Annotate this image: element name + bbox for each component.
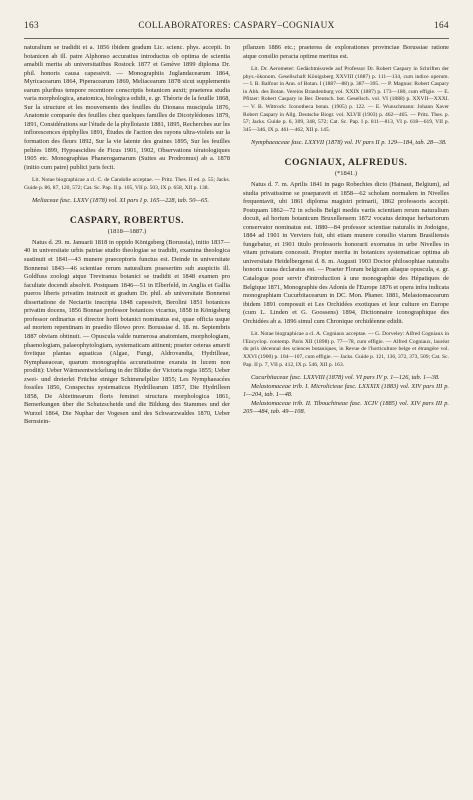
header-rule (24, 38, 449, 39)
two-column-body (24, 44, 449, 427)
cogniaux-bio-text: Natus d. 7. m. Aprilis 1841 in pago Robechies dicto (Hainaut, Belgium), ad studia privatissime se praeparavit et 1858—62 scholam normalem in Nivelles frequentavit, ubi 1861 diploma magistri primarii, 1862 professoris accepit. Postquam 1862—72 in scholis Belgii mediis variis scientiam rerum naturalium docuit, ad hortum botanicum Bruxellensem 1872 vocatus deinque herbariorum conservator nominatus est. 1880—84 professor scientiae naturalis in Jodoigne, 1884 ad 1901 in Verviers fuit, ubi etiam munere consilio viarum Brasiliensis fungebatur, et 1901 titulo professoris honorarii exornatus in urbe Nivelles in vitam privatam concessit. Propter merita in botanices systematicae optima ab universitate Heidelbergensi d. 8. m. Augusti 1903 Doctor philosophiae naturalis honoris causa declaratus est. — Praeter Floram belgicam aliaque opuscula, e. gr. Catalogue pour servir d'introduction à une monographie des Hépatiques de Belgique 1871, Monographie des Adonis de l'Europe 1876 et opera infra indicata monographiam Cucurbitacearum in DC. Mon. Phaner. 1881, Melastomacearum ibidem 1891 composuit et Les Orchidées exotiques et leur culture en Europe (cum L. Linden et G. Goossens) 1894, Dictionnaire iconographique des Orchidées ab a. 1896 simul cum Chronique orchidéenne edidit. (243, 180, 449, 325)
running-header (24, 20, 449, 36)
caspary-literature: Lit. Dr. Aerometer: Gedächtnissrede auf Professor Dr. Robert Caspary in Schriften der phys.-ökonom. Gesellschaft Königsberg XXVIII (1887) p. 111—134, cum indice operum. — I. B. Balfour in Ann. of Botan. I (1887—88) p. 387—395. — P. Magnus: Robert Caspary in Abh. des Botan. Vereins Brandenburg vol. XXIX (1887) p. 173—180, cum effigie. — E. Pfitzer: Robert Caspary in Ber. Deutsch. bot. Gesellsch. vol. VI (1888) p. XXVII—XXXI. — V. B. Wittrock: Iconotheca botan. (1905) p. 122. — E. Wunschmann: Johann Xaver Robert Caspary in Allg. Deutsche Biogr. vol. XLVII (1903) p. 462—465. — Pritz. Thes. p. 57; Jacks. Guide p. 6, 309, 348, 572; Cat. Sc. Pap. I p. 811—813, VI p. 618—619, VII p. 345—346, IX p. 461—462, XII p. 145. (243, 66, 449, 133)
cogniaux-dates: (*1841.) (334, 169, 358, 177)
caspary-contribution: Nymphaeaceae fasc. LXXVII (1878) vol. IV pars II p. 129—184, tab. 28—38. (251, 139, 447, 147)
left-column (24, 44, 230, 427)
caspary-bio-text: Natus d. 29. m. Januarii 1818 in oppido Königsberg (Borussia), initio 1837—40 in universitate urbis patriae studio theologiae se tradidit, examina theologica sustinuit et 1841—43 munere praeceptoris functus est. Deinde in universitate Bonnensi 1843—46 scientiae rerum naturalium praesertim sub auspiciis ill. Goldfuss zoologi atque Treviranus botanici se tradidit et 1848 examen pro facultate docendi absolvit. Postquam 1846—51 in Elberfeld, in Anglia et Gallia pueros liberis privatim instruxit et gradum Dr. phil. ab universitate Bonnensi dissertatione de Nectariis inscripta 1848 capessivit, Berolini 1851 botanices privatim docens, 1856 Bonnae professor botanices vicarius, 1858 in Königsberg professor ordinarius et director horti botanici nominatus est, quae officia usque ad mortem repentinam in praedio Illowo prov. Borussiae d. 18. m. Septembris 1887 obviam obtinuit. — Opuscula valde numerosa anatomiam, morphologiam, phaenologiam, palaeophytologiam, systematicam attinent; praeter ceteras amavit foviique plantas aquaticas (Algae, Fungi, Aldrovandia, Hydrilleae, Nymphaeaceae, quarum monographia accuratissime exarata in lucem non prodiit): Ueber Wärmeentwickelung in der Blüthe der Victoria regia 1855; Ueber zwei- und dreierlei Früchte einiger Schimmelpilze 1855; Les Nymphaeacées fossiles 1856, Conspectus systematicus Hydrillearum 1857, Die Hydrilleen 1858, De Abietinearum floris feminei structura morphologica 1861, Bemerkungen über die Schutzscheide und die Bildung des Stammes und der Wurzel 1864, Die Nuphar der Vogesen und des Schwarzwaldes 1870, Ueber Bernstein- (24, 238, 230, 426)
page-number-right: 164 (434, 20, 449, 30)
candolle-bio-text: naturalium se tradidit et a. 1856 ibidem gradum Lic. scienc. phys. accepit. In botanicen ab ill. patre Alphonso accuratius introductus ob optima de scientia amabili merita ab universitatibus Rostock 1877 et Genève 1899 diploma Dr. phil. honoris causa capessivit. — Monographiis Juglandacearum 1864, Myricacearum 1864, Piperacearum 1869, Meliacearum 1878 sicut supplementis earum pluribus tempore recentiore conscriptis botanicen auxit; praeterea studia varia morphologica, anatomica, biologica edidit, e. gr. Théorie de la feuille 1868, Sur la structure et les mouvements des feuilles du Dionaea muscipula 1876, Anatomie comparée des feuilles chez quelques familles de Dicotylédones 1879, 1891, Considérations sur l'étude de la phyllotaxie 1881, 1895, Recherches sur les inflorescences épiphylles 1891, Études de l'action des rayons ultra-violets sur la formation des fleurs 1892, Sur la vie latente des graines 1895, Sur les feuilles peltées 1899, Hypoascidies de Ficus 1901, 1902, Observations tératologiques 1905 etc. Monographias Phanerogamarum (Suites au Prodromus) ab a. 1878 (initio cum patre) publici juris fecit. (24, 44, 230, 171)
page-number-left: 163 (24, 20, 39, 30)
right-column (243, 44, 449, 427)
heading-cogniaux: COGNIAUX, ALFREDUS. (284, 156, 408, 168)
caspary-bio-continued: pflanzen 1886 etc.; praeterea de explorationes provinciae Borussiae ratione atque consilio peracta optime meritus est. (243, 44, 449, 60)
caspary-dates: (1818—1887.) (107, 227, 147, 235)
cogniaux-contribution-cucurbitaceae: Cucurbitaceae fasc. LXXVIII (1878) vol. VI pars IV p. 1—126, tab. 1—38. (251, 374, 440, 382)
cogniaux-contribution-microlicieae: Melastomaceae trib. I. Microlicieae fasc. LXXXIX (1883) vol. XIV pars III p. 1—204, tab. 1—48. (243, 382, 449, 399)
heading-caspary: CASPARY, ROBERTUS. (69, 214, 185, 226)
candolle-contribution: Meliaceae fasc. LXXV (1878) vol. XI pars I p. 165—228, tab. 50—65. (32, 197, 209, 205)
candolle-literature: Lit. Notae biographicae a cl. C. de Candolle acceptae. — Pritz. Thes. II ed. p. 55; Jacks. Guide p. 86, 87, 120, 572; Cat. Sc. Pap. II p. 105, VII p. 503, IX p. 658, XII p. 138. (24, 177, 230, 191)
cogniaux-literature: Lit. Notae biographicae a cl. A. Cogniaux acceptae. — G. Dorveley: Alfred Cogniaux in l'Encyclop. contemp. Paris XII (1898) p. 77—78, cum effigie. — Alfred Cogniaux, lauréat du prix décennal des sciences botaniques, in Revue de l'horticulture belge et étrangère vol. XXVI (1900) p. 104—107, cum effigie. — Jacks. Guide p. 121, 136, 372, 373, 509; Cat. Sc. Pap. II p. 7, VII p. 412, IX p. 546, XII p. 163. (243, 331, 449, 368)
cogniaux-contribution-tibouchineae: Melastomaceae trib. II. Tibouchineae fasc. XCIV (1885) vol. XIV pars III p. 205—484, tab. 49—108. (243, 399, 449, 416)
running-title: COLLABORATORES: CASPARY–COGNIAUX (138, 20, 335, 30)
